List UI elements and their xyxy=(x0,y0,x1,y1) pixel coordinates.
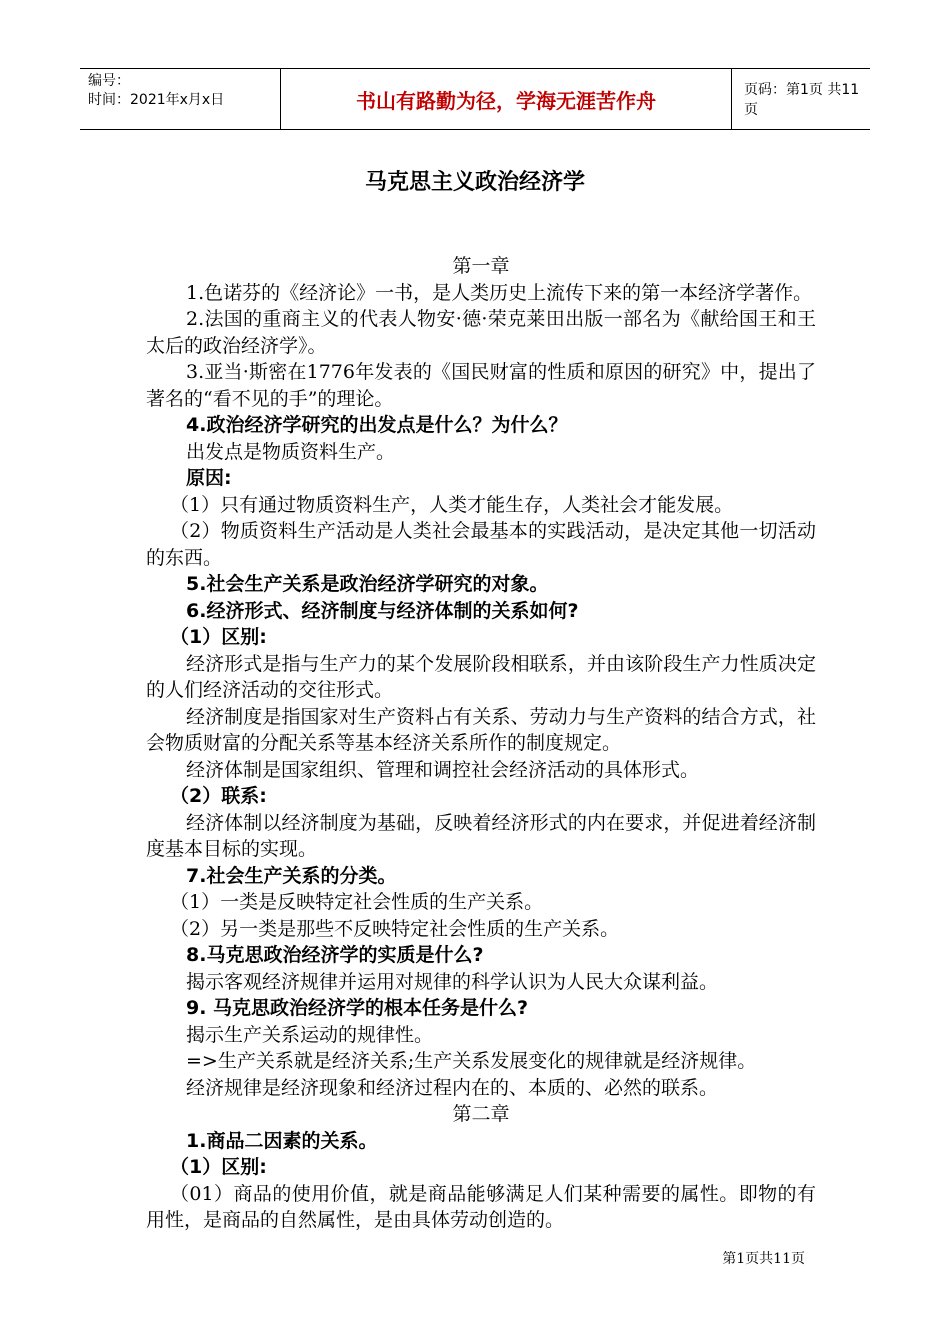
paragraph: 出发点是物质资料生产。 xyxy=(186,440,396,463)
chapter-heading: 第一章 xyxy=(452,255,510,277)
page-footer: 第1页共11页 xyxy=(722,1251,805,1267)
paragraph: （2）物质资料生产活动是人类社会最基本的实践活动，是决定其他一切活动的东西。 xyxy=(146,520,816,569)
paragraph: 2.法国的重商主义的代表人物安·德·荣克莱田出版一部名为《献给国王和王太后的政治经济学》。 xyxy=(146,308,816,357)
paragraph: 揭示生产关系运动的规律性。 xyxy=(186,1023,434,1046)
subheading: （2）联系: xyxy=(170,785,267,807)
question-heading: 8.马克思政治经济学的实质是什么? xyxy=(186,944,484,966)
paragraph: 经济体制是国家组织、管理和调控社会经济活动的具体形式。 xyxy=(186,758,700,781)
paragraph: =>生产关系就是经济关系;生产关系发展变化的规律就是经济规律。 xyxy=(186,1050,757,1072)
paragraph: 3.亚当·斯密在1776年发表的《国民财富的性质和原因的研究》中，提出了著名的“看不见的手”的理论。 xyxy=(146,361,816,410)
paragraph: （1）只有通过物质资料生产，人类才能生存，人类社会才能发展。 xyxy=(170,493,734,516)
document-number-label: 编号： xyxy=(88,73,130,89)
paragraph: 1.色诺芬的《经济论》一书，是人类历史上流传下来的第一本经济学著作。 xyxy=(186,281,813,304)
header-page-info: 页码：第1页 共11页 xyxy=(744,82,860,118)
header-meta xyxy=(80,69,280,129)
paragraph: 揭示客观经济规律并运用对规律的科学认识为人民大众谋利益。 xyxy=(186,970,719,993)
paragraph: 经济形式是指与生产力的某个发展阶段相联系，并由该阶段生产力性质决定的人们经济活动的交往形式。 xyxy=(146,652,816,701)
subheading: （1）区别: xyxy=(170,626,267,648)
paragraph: （1）一类是反映特定社会性质的生产关系。 xyxy=(170,891,544,913)
paragraph: 经济体制以经济制度为基础，反映着经济形式的内在要求，并促进着经济制度基本目标的实现。 xyxy=(146,811,816,860)
header-motto: 书山有路勤为径，学海无涯苦作舟 xyxy=(280,69,732,129)
paragraph: （01）商品的使用价值，就是商品能够满足人们某种需要的属性。即物的有用性，是商品的自然属性，是由具体劳动创造的。 xyxy=(146,1182,816,1231)
question-heading: 1.商品二因素的关系。 xyxy=(186,1129,378,1152)
chapter-heading: 第二章 xyxy=(452,1103,510,1125)
page-header xyxy=(80,68,870,130)
question-heading: 9. 马克思政治经济学的根本任务是什么? xyxy=(186,997,529,1019)
question-heading: 5.社会生产关系是政治经济学研究的对象。 xyxy=(186,573,549,595)
document-time-label: 时间：2021年x月x日 xyxy=(88,92,225,108)
document-title: 马克思主义政治经济学 xyxy=(364,170,585,195)
paragraph: 经济制度是指国家对生产资料占有关系、劳动力与生产资料的结合方式，社会物质财富的分配关系等基本经济关系所作的制度规定。 xyxy=(146,705,816,754)
question-heading: 4.政治经济学研究的出发点是什么？为什么？ xyxy=(186,414,568,436)
question-heading: 6.经济形式、经济制度与经济体制的关系如何? xyxy=(186,599,579,622)
paragraph: （2）另一类是那些不反映特定社会性质的生产关系。 xyxy=(170,917,620,940)
subheading: 原因: xyxy=(186,467,232,489)
subheading: （1）区别: xyxy=(170,1156,267,1178)
question-heading: 7.社会生产关系的分类。 xyxy=(186,864,397,887)
document-body xyxy=(146,253,816,1234)
paragraph: 经济规律是经济现象和经济过程内在的、本质的、必然的联系。 xyxy=(186,1076,719,1099)
